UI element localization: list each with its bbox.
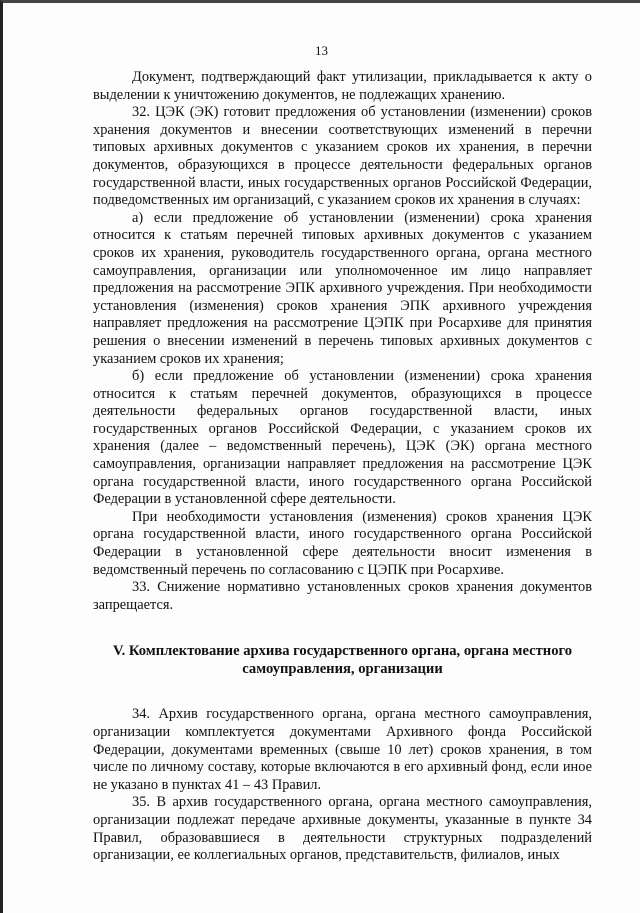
- document-body: [93, 69, 592, 865]
- paragraph-33: 33. Снижение нормативно установленных сроков хранения документов запрещается.: [93, 579, 592, 613]
- paragraph-32-a: а) если предложение об установлении (изменении) срока хранения относится к статьям перечней типовых архивных документов с указанием сроков их хранения, руководитель государственного органа, органа местного самоуправления, организации или уполномоченное им лицо направляет предложения на рассмотрение ЭПК архивного учреждения. При необходимости установления (изменения) сроков хранения ЭПК архивного учреждения направляет предложения на рассмотрение ЦЭПК при Росархиве для принятия решения о внесении изменений в перечень типовых архивных документов с указанием сроков их хранения;: [93, 209, 592, 367]
- paragraph-disposal-document: Документ, подтверждающий факт утилизации, прикладывается к акту о выделении к уничтожению документов, не подлежащих хранению.: [93, 69, 592, 103]
- paragraph-32: 32. ЦЭК (ЭК) готовит предложения об установлении (изменении) сроков хранения документов и внесении соответствующих изменений в перечни типовых архивных документов с указанием сроков их хранения, в перечни документов, образующихся в процессе деятельности федеральных органов государственной власти, иных государственных органов Российской Федерации, подведомственных им организаций, с указанием сроков их хранения в случаях:: [93, 104, 592, 209]
- paragraph-32-note: При необходимости установления (изменения) сроков хранения ЦЭК органа государственной власти, иного государственного органа Российской Федерации в установленной сфере деятельности вносит изменения в ведомственный перечень по согласованию с ЦЭПК при Росархиве.: [93, 508, 592, 578]
- page-number: 13: [315, 43, 328, 58]
- paragraph-35: 35. В архив государственного органа, органа местного самоуправления, организации подлежат передаче архивные документы, указанные в пункте 34 Правил, образовавшиеся в деятельности структурных подразделений организации, ее коллегиальных органов, представительств, филиалов, иных: [93, 794, 592, 864]
- paragraph-32-b: б) если предложение об установлении (изменении) срока хранения относится к статьям перечней документов, образующихся в процессе деятельности федеральных органов государственной власти, иных государственных органов Российской Федерации, с указанием сроков их хранения (далее – ведомственный перечень), ЦЭК (ЭК) органа местного самоуправления, организации направляет предложения на рассмотрение ЦЭК органа государственной власти, иного государственного органа Российской Федерации в установленной сфере деятельности.: [93, 368, 592, 508]
- section-heading-v: V. Комплектование архива государственного органа, органа местного самоуправления, организации: [112, 643, 573, 678]
- paragraph-34: 34. Архив государственного органа, органа местного самоуправления, организации комплектуется документами Архивного фонда Российской Федерации, документами временных (свыше 10 лет) сроков хранения, в том числе по личному составу, которые включаются в его архивный фонд, если иное не указано в пунктах 41 – 43 Правил.: [93, 706, 592, 793]
